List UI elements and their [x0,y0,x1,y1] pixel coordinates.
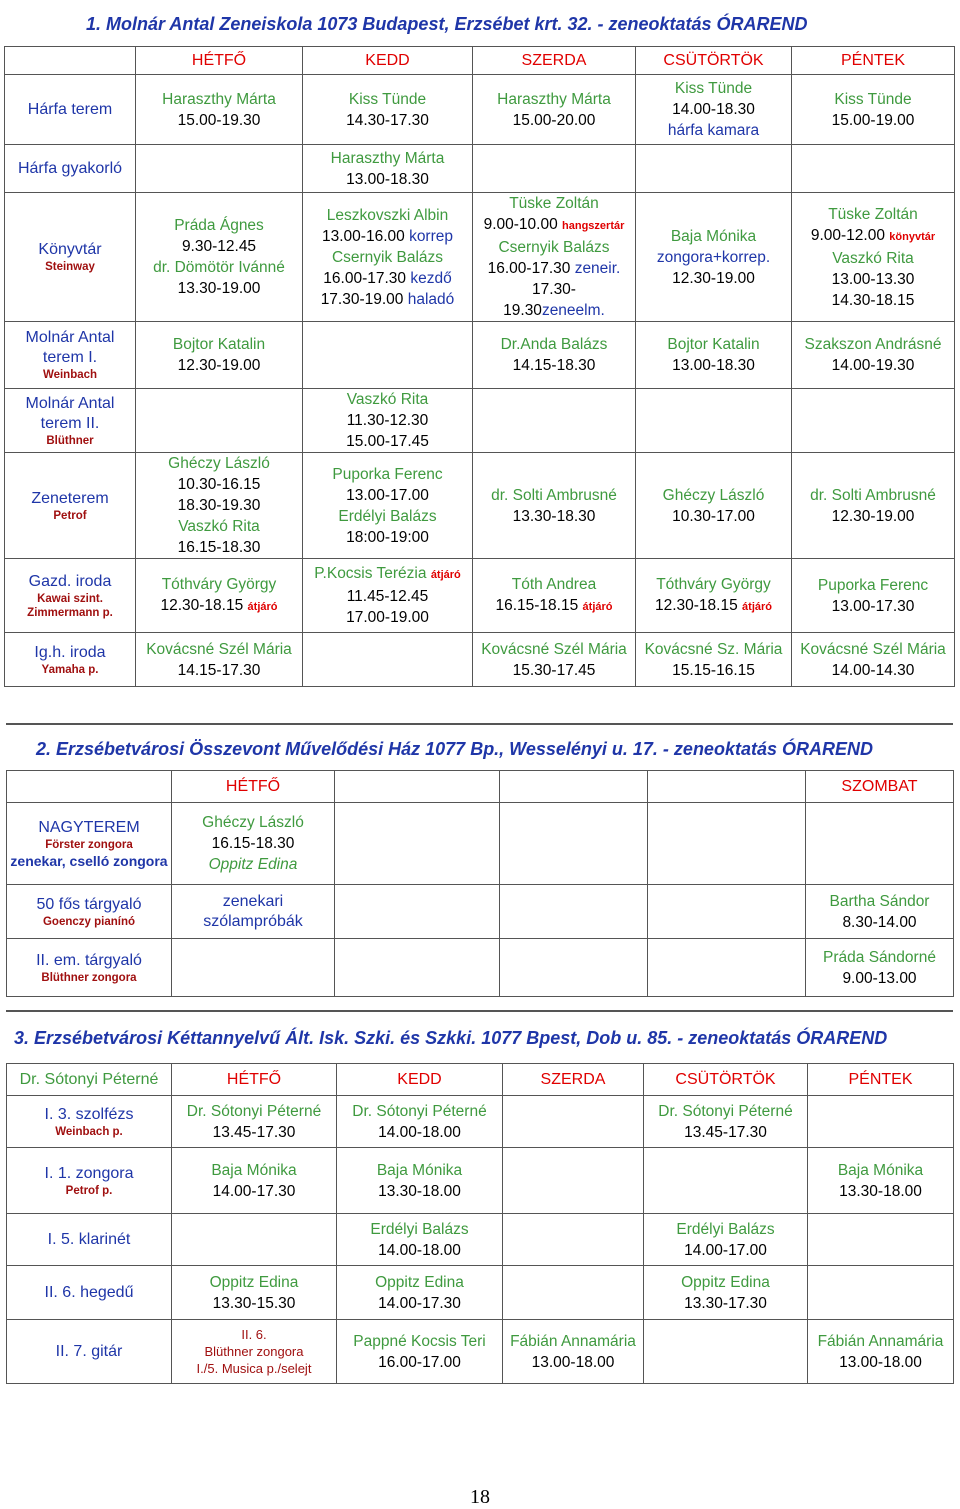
slot-cell: Ghéczy László 10.30-16.15 18.30-19.30 Vaszkó Rita 16.15-18.30 [136,453,303,559]
page-number: 18 [470,1486,490,1508]
slot-cell [644,1148,808,1214]
slot-cell: Kovácsné Szél Mária 14.00-14.30 [792,633,955,687]
slot-cell: Fábián Annamária 13.00-18.00 [808,1320,954,1384]
day-header-wednesday: SZERDA [473,47,636,75]
day-header-monday: HÉTFŐ [136,47,303,75]
slot-cell [473,145,636,193]
room-molnar-antal-terem-1: Molnár Antal terem I. Weinbach [5,322,136,389]
slot-cell: Haraszthy Márta 15.00-20.00 [473,75,636,145]
slot-cell [503,1266,644,1320]
slot-cell: Tüske Zoltán 9.00-10.00 hangszertár Csernyik Balázs 16.00-17.30 zeneir. 17.30- 19.30zeneelm. [473,193,636,322]
slot-cell: Tüske Zoltán 9.00-12.00 könyvtár Vaszkó Rita 13.00-13.30 14.30-18.15 [792,193,955,322]
slot-cell: Dr.Anda Balázs 14.15-18.30 [473,322,636,389]
slot-cell [500,803,648,885]
slot-cell: Erdélyi Balázs 14.00-18.00 [337,1214,503,1266]
room-zeneterem: Zeneterem Petrof [5,453,136,559]
slot-cell [303,322,473,389]
room-i5-klarinet: I. 5. klarinét [7,1214,172,1266]
slot-cell: Tóthváry György 12.30-18.15 átjáró [636,559,792,633]
room-molnar-antal-terem-2: Molnár Antal terem II. Blüthner [5,389,136,453]
room-harfa-gyakorlo: Hárfa gyakorló [5,145,136,193]
slot-cell: Baja Mónika 13.30-18.00 [808,1148,954,1214]
slot-cell: Tóthváry György 12.30-18.15 átjáró [136,559,303,633]
day-header-tuesday: KEDD [337,1064,503,1096]
day-header-tuesday: KEDD [303,47,473,75]
corner-cell [5,47,136,75]
slot-cell: Kovácsné Szél Mária 15.30-17.45 [473,633,636,687]
slot-cell: P.Kocsis Terézia átjáró 11.45-12.45 17.00-19.00 [303,559,473,633]
section-3-title: 3. Erzsébetvárosi Kéttannyelvű Ált. Isk. Szki. és Szkki. 1077 Bpest, Dob u. 85. - zeneoktatás ÓRAREND [14,1028,888,1048]
slot-cell: zenekari szólampróbák [172,885,335,939]
slot-cell [636,145,792,193]
day-header-wednesday: SZERDA [503,1064,644,1096]
day-header-empty [335,771,500,803]
slot-cell: Bartha Sándor 8.30-14.00 [806,885,954,939]
slot-cell [648,885,806,939]
room-konyvtar: Könyvtár Steinway [5,193,136,322]
slot-cell [792,389,955,453]
section-2-title: 2. Erzsébetvárosi Összevont Művelődési Ház 1077 Bp., Wesselényi u. 17. - zeneoktatás ÓRAREND [36,739,873,759]
day-header-friday: PÉNTEK [808,1064,954,1096]
slot-cell: Dr. Sótonyi Péterné 14.00-18.00 [337,1096,503,1148]
slot-cell: Baja Mónika 14.00-17.30 [172,1148,337,1214]
section-2-top-rule [6,723,953,725]
slot-cell: Puporka Ferenc 13.00-17.00 Erdélyi Balázs 18:00-19:00 [303,453,473,559]
slot-cell: Oppitz Edina 13.30-15.30 [172,1266,337,1320]
slot-cell: Erdélyi Balázs 14.00-17.00 [644,1214,808,1266]
slot-cell [335,803,500,885]
room-nagyterem: NAGYTEREM Förster zongora zenekar, cselló zongora [7,803,172,885]
slot-cell [303,633,473,687]
slot-cell [136,389,303,453]
room-ii6-hegedu: II. 6. hegedű [7,1266,172,1320]
slot-cell [648,939,806,997]
slot-cell: Kovácsné Szél Mária 14.15-17.30 [136,633,303,687]
slot-cell: Dr. Sótonyi Péterné 13.45-17.30 [172,1096,337,1148]
slot-cell [503,1148,644,1214]
day-header-thursday: CSÜTÖRTÖK [644,1064,808,1096]
slot-cell: Leszkovszki Albin 13.00-16.00 korrep Csernyik Balázs 16.00-17.30 kezdő 17.30-19.00 haladó [303,193,473,322]
slot-cell [335,939,500,997]
slot-cell: Bojtor Katalin 13.00-18.30 [636,322,792,389]
slot-cell: Baja Mónika 13.30-18.00 [337,1148,503,1214]
day-header-empty [648,771,806,803]
slot-cell [503,1214,644,1266]
slot-cell: Tóth Andrea 16.15-18.15 átjáró [473,559,636,633]
slot-cell: Oppitz Edina 13.30-17.30 [644,1266,808,1320]
slot-cell [136,145,303,193]
corner-cell [7,771,172,803]
slot-cell [808,1214,954,1266]
room-ii7-gitar: II. 7. gitár [7,1320,172,1384]
room-i1-zongora: I. 1. zongora Petrof p. [7,1148,172,1214]
slot-cell: Vaszkó Rita 11.30-12.30 15.00-17.45 [303,389,473,453]
room-50-fos-targyalo: 50 fős tárgyaló Goenczy pianínó [7,885,172,939]
slot-cell: Ghéczy László 10.30-17.00 [636,453,792,559]
slot-cell: Kiss Tünde 14.00-18.30 hárfa kamara [636,75,792,145]
slot-cell: dr. Solti Ambrusné 12.30-19.00 [792,453,955,559]
slot-cell: Oppitz Edina 14.00-17.30 [337,1266,503,1320]
slot-cell [644,1320,808,1384]
slot-cell [473,389,636,453]
slot-cell: Práda Sándorné 9.00-13.00 [806,939,954,997]
slot-cell [808,1096,954,1148]
day-header-empty [500,771,648,803]
section-2-bottom-rule [6,1010,953,1012]
day-header-thursday: CSÜTÖRTÖK [636,47,792,75]
slot-cell: Kiss Tünde 14.30-17.30 [303,75,473,145]
day-header-monday: HÉTFŐ [172,1064,337,1096]
slot-cell: Práda Ágnes 9.30-12.45 dr. Dömötör Ivánné 13.30-19.00 [136,193,303,322]
slot-cell [172,939,335,997]
slot-cell: Haraszthy Márta 13.00-18.30 [303,145,473,193]
slot-cell: Baja Mónika zongora+korrep. 12.30-19.00 [636,193,792,322]
slot-cell [503,1096,644,1148]
slot-cell [172,1214,337,1266]
schedule-table-1 [4,46,955,687]
day-header-monday: HÉTFŐ [172,771,335,803]
day-header-friday: PÉNTEK [792,47,955,75]
schedule-table-3 [6,1063,954,1384]
slot-cell: Puporka Ferenc 13.00-17.30 [792,559,955,633]
slot-cell: Bojtor Katalin 12.30-19.00 [136,322,303,389]
slot-cell: Fábián Annamária 13.00-18.00 [503,1320,644,1384]
slot-cell: dr. Solti Ambrusné 13.30-18.30 [473,453,636,559]
slot-cell: Kiss Tünde 15.00-19.00 [792,75,955,145]
slot-cell: Pappné Kocsis Teri 16.00-17.00 [337,1320,503,1384]
room-gazd-iroda: Gazd. iroda Kawai szint. Zimmermann p. [5,559,136,633]
schedule-table-2 [6,770,954,997]
section-1-title: 1. Molnár Antal Zeneiskola 1073 Budapest, Erzsébet krt. 32. - zeneoktatás ÓRAREND [86,14,808,34]
slot-cell: Szakszon Andrásné 14.00-19.30 [792,322,955,389]
day-header-saturday: SZOMBAT [806,771,954,803]
slot-cell: Ghéczy László 16.15-18.30 Oppitz Edina [172,803,335,885]
slot-cell [806,803,954,885]
room-i3-szolfezs: I. 3. szolfézs Weinbach p. [7,1096,172,1148]
slot-cell [335,885,500,939]
room-igh-iroda: Ig.h. iroda Yamaha p. [5,633,136,687]
slot-cell [808,1266,954,1320]
slot-cell: Kovácsné Sz. Mária 15.15-16.15 [636,633,792,687]
slot-cell: Haraszthy Márta 15.00-19.30 [136,75,303,145]
slot-cell [648,803,806,885]
slot-cell: Dr. Sótonyi Péterné 13.45-17.30 [644,1096,808,1148]
slot-cell [500,939,648,997]
slot-cell: II. 6. Blüthner zongora I./5. Musica p./selejt [172,1320,337,1384]
slot-cell [636,389,792,453]
room-2-em-targyalo: II. em. tárgyaló Blüthner zongora [7,939,172,997]
slot-cell [792,145,955,193]
room-harfa-terem: Hárfa terem [5,75,136,145]
slot-cell [500,885,648,939]
lead-teacher-cell: Dr. Sótonyi Péterné [7,1064,172,1096]
